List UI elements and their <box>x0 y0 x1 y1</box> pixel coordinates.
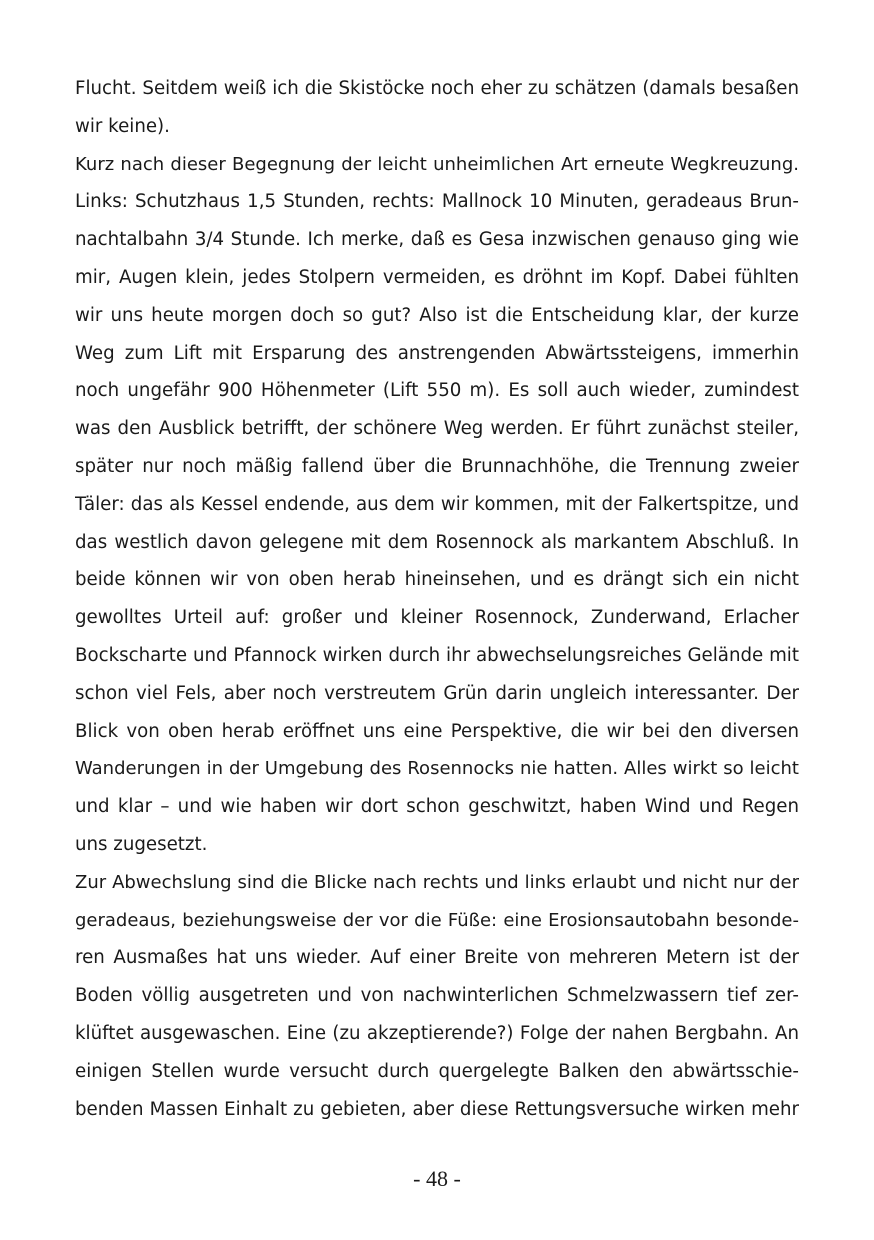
text-line: was den Ausblick betrifft, der schönere Weg werden. Er führt zunächst steiler, <box>75 418 799 440</box>
text-line: Zur Abwechslung sind die Blicke nach rechts und links erlaubt und nicht nur der <box>75 871 799 893</box>
text-line: das westlich davon gelegene mit dem Rosennock als markantem Abschluß. In <box>75 531 799 553</box>
text-line: ren Ausmaßes hat uns wieder. Auf einer Breite von mehreren Metern ist der <box>75 947 799 969</box>
text-line: schon viel Fels, aber noch verstreutem Grün darin ungleich interessanter. Der <box>75 682 799 704</box>
text-line: Boden völlig ausgetreten und von nachwinterlichen Schmelzwassern tief zer- <box>75 985 799 1007</box>
text-line: und klar – und wie haben wir dort schon geschwitzt, haben Wind und Regen <box>75 796 799 818</box>
text-line: uns zugesetzt. <box>75 833 208 855</box>
text-line: Bockscharte und Pfannock wirken durch ihr abwechselungsreiches Gelände mit <box>75 644 799 666</box>
page-number: - 48 - <box>413 1166 461 1191</box>
text-line: später nur noch mäßig fallend über die Brunnachhöhe, die Trennung zweier <box>75 455 799 477</box>
text-line: Täler: das als Kessel endende, aus dem wir kommen, mit der Falkertspitze, und <box>75 493 799 515</box>
text-line: gewolltes Urteil auf: großer und kleiner Rosennock, Zunderwand, Erlacher <box>75 607 799 629</box>
text-line: Flucht. Seitdem weiß ich die Skistöcke noch eher zu schätzen (damals besaßen <box>75 78 799 99</box>
text-line: Wanderungen in der Umgebung des Rosennocks nie hatten. Alles wirkt so leicht <box>75 758 799 780</box>
text-line: wir keine). <box>75 115 170 137</box>
text-line: Kurz nach dieser Begegnung der leicht unheimlichen Art erneute Wegkreuzung. <box>75 153 799 175</box>
text-line: Blick von oben herab eröffnet uns eine Perspektive, die wir bei den diversen <box>75 720 799 742</box>
text-line: beide können wir von oben herab hineinsehen, und es drängt sich ein nicht <box>75 569 799 591</box>
text-line: wir uns heute morgen doch so gut? Also ist die Entscheidung klar, der kurze <box>75 304 799 326</box>
text-line: Weg zum Lift mit Ersparung des anstrengenden Abwärtssteigens, immerhin <box>75 342 799 364</box>
text-line: nachtalbahn 3/4 Stunde. Ich merke, daß es Gesa inzwischen genauso ging wie <box>75 229 799 251</box>
text-line: klüftet ausgewaschen. Eine (zu akzeptierende?) Folge der nahen Bergbahn. An <box>75 1022 799 1044</box>
body-text <box>75 70 799 1128</box>
text-line: geradeaus, beziehungsweise der vor die Füße: eine Erosionsautobahn besonde- <box>75 909 799 931</box>
text-line: einigen Stellen wurde versucht durch quergelegte Balken den abwärtsschie- <box>75 1060 799 1082</box>
text-line: Links: Schutzhaus 1,5 Stunden, rechts: Mallnock 10 Minuten, geradeaus Brun- <box>75 191 799 213</box>
text-line: mir, Augen klein, jedes Stolpern vermeiden, es dröhnt im Kopf. Dabei fühlten <box>75 266 799 288</box>
text-line: benden Massen Einhalt zu gebieten, aber diese Rettungsversuche wirken mehr <box>75 1098 799 1120</box>
text-line: noch ungefähr 900 Höhenmeter (Lift 550 m). Es soll auch wieder, zumindest <box>75 380 799 402</box>
